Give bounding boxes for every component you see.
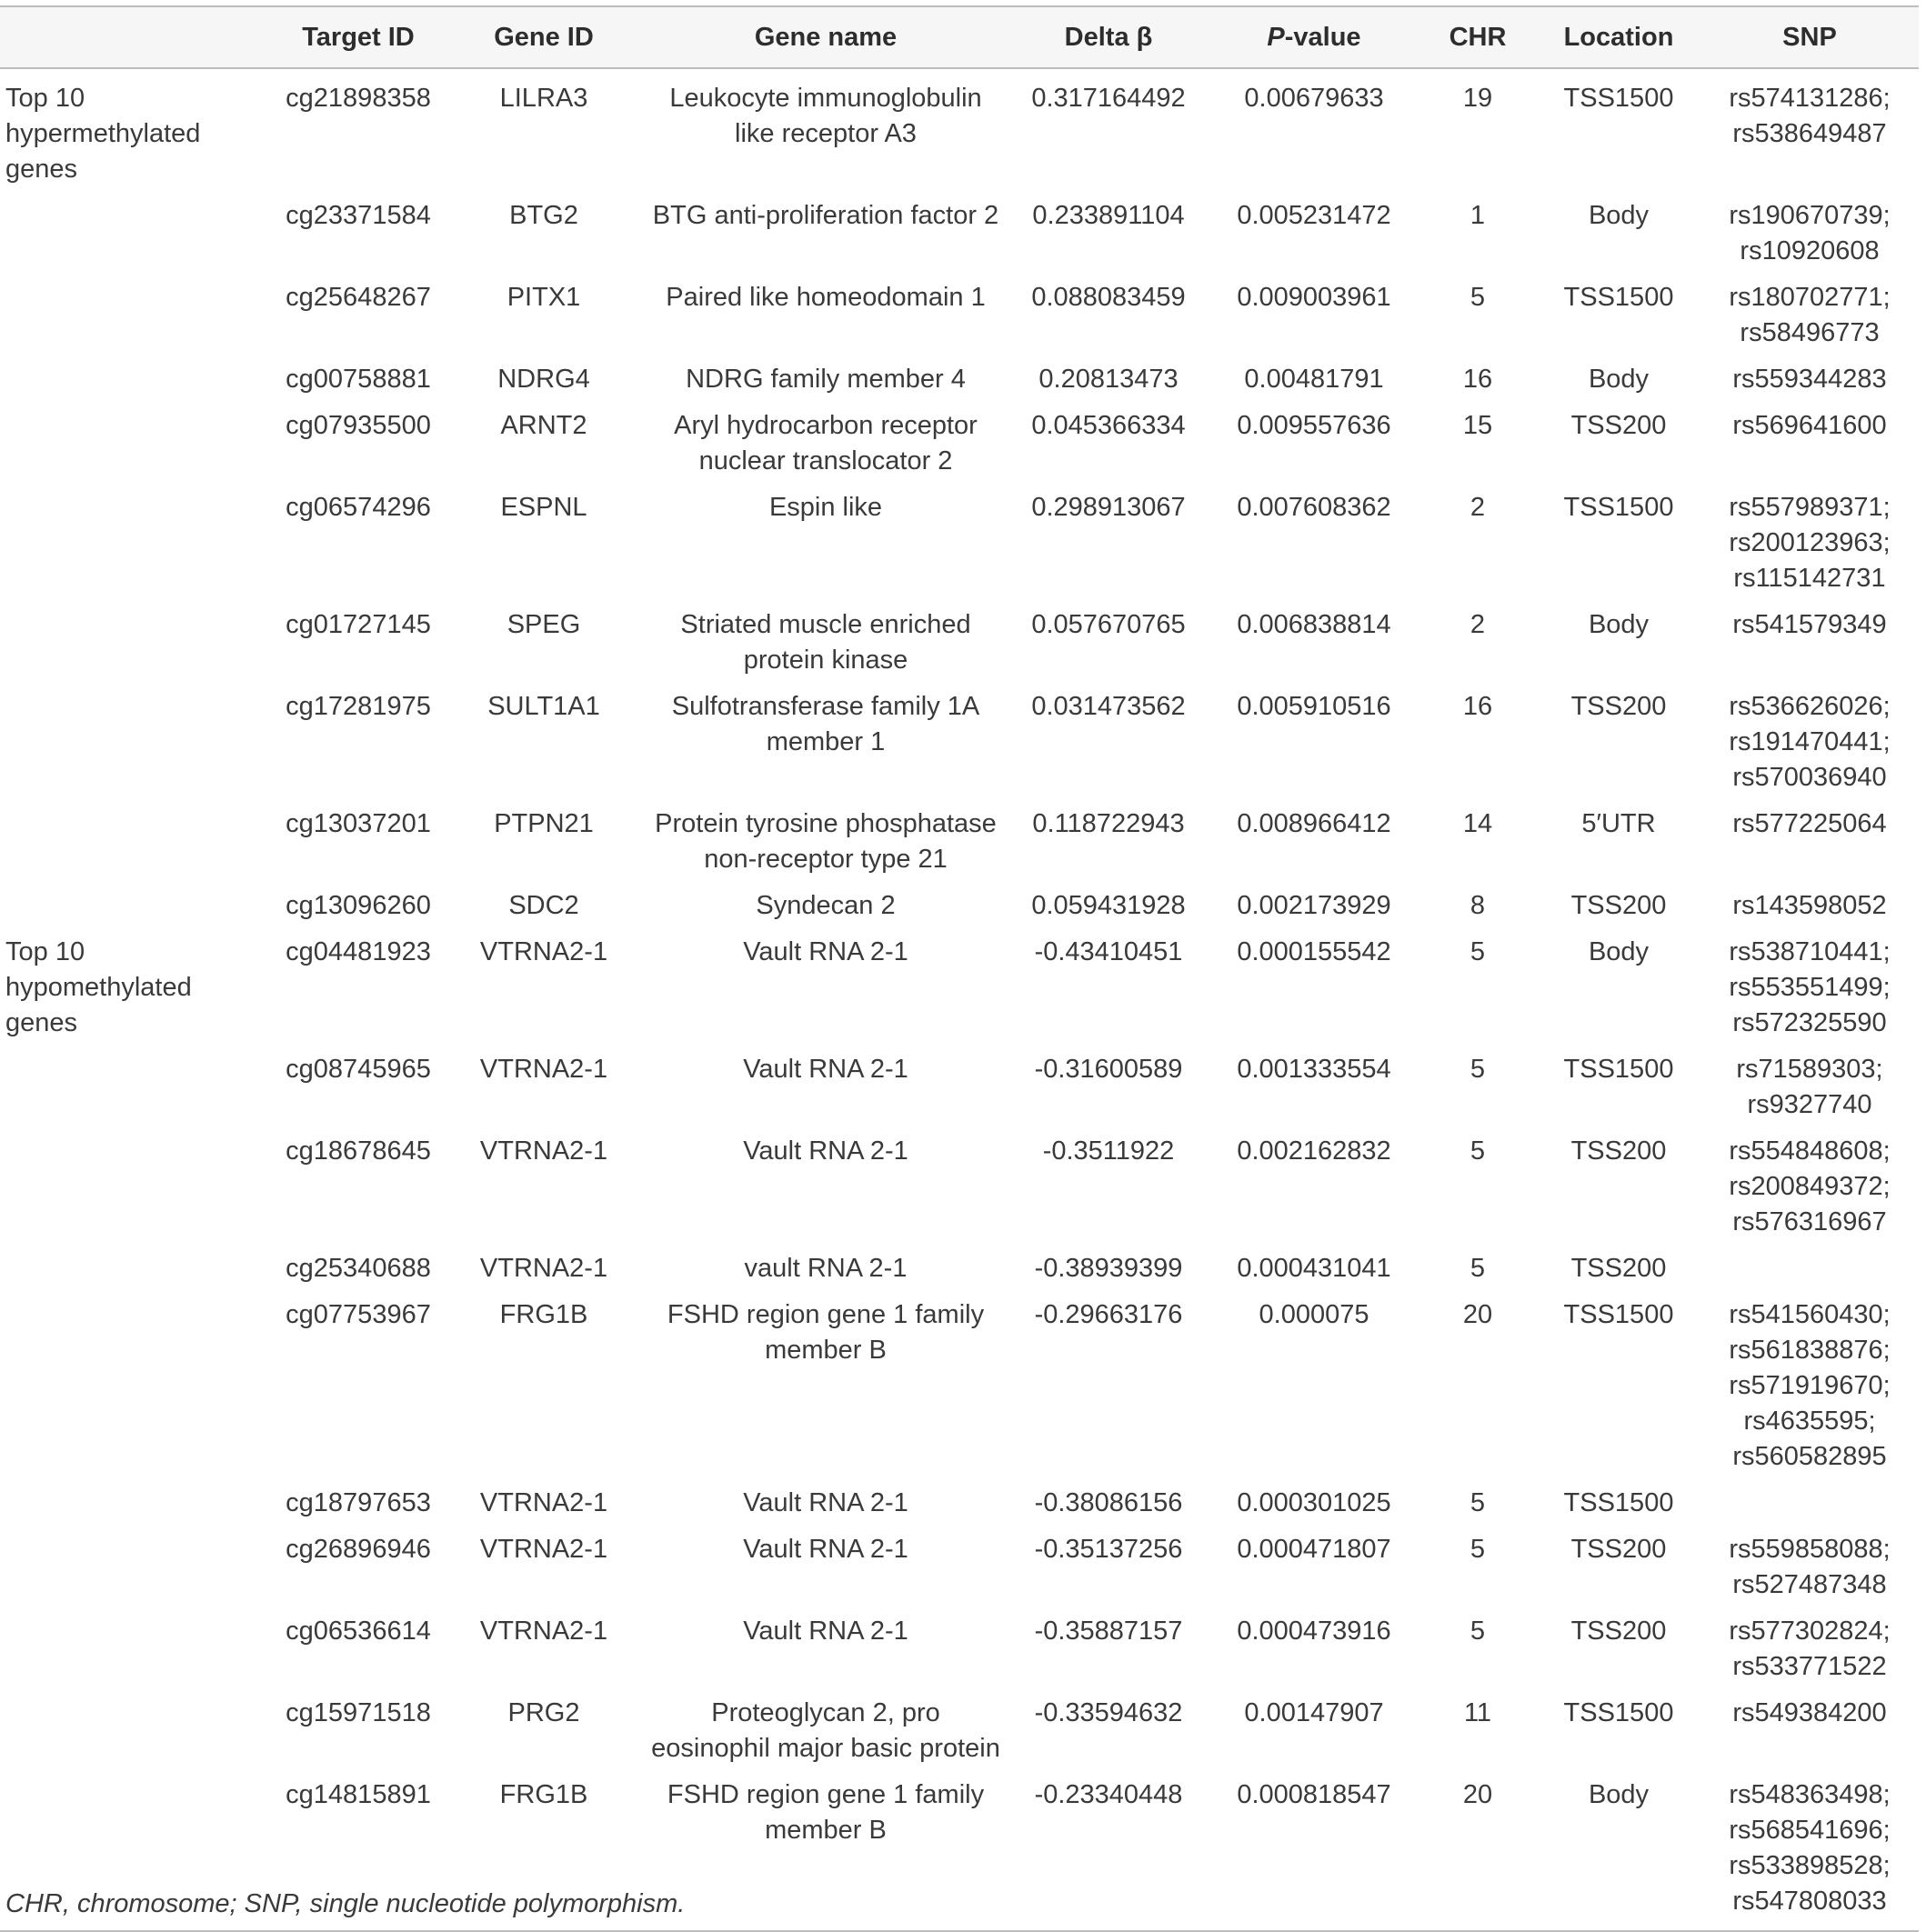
cell-target-id: cg18678645 — [286, 1136, 431, 1166]
cell-group — [0, 1480, 273, 1527]
cell-snp: rs143598052 — [1732, 891, 1887, 920]
cell-target-id: cg06574296 — [286, 493, 431, 522]
cell-delta-beta: 0.031473562 — [1031, 692, 1186, 721]
cell-gene-name: Striated muscle enriched protein kinase — [680, 610, 971, 675]
cell-gene-name: Espin like — [768, 493, 883, 522]
cell-target-id: cg01727145 — [286, 610, 431, 639]
cell-p-value: 0.002162832 — [1237, 1136, 1391, 1166]
header-p-value — [1209, 6, 1419, 68]
cell-gene-id: ESPNL — [500, 493, 587, 522]
header-gene-name: Gene name — [754, 22, 898, 52]
cell-gene-name: Vault RNA 2-1 — [743, 1488, 908, 1517]
cell-snp: rs541560430; rs561838876; rs571919670; rs4635595; rs560582895 — [1729, 1300, 1891, 1471]
cell-p-value: 0.00147907 — [1244, 1698, 1384, 1727]
table-row — [0, 929, 1919, 1046]
cell-gene-id: SULT1A1 — [487, 692, 600, 721]
cell-group — [0, 801, 273, 883]
cell-p-value: 0.000155542 — [1237, 937, 1391, 966]
cell-target-id: cg23371584 — [286, 201, 431, 230]
header-p-value-rest: -value — [1284, 22, 1361, 52]
cell-snp: rs541579349 — [1732, 610, 1887, 639]
cell-group — [0, 193, 273, 275]
cell-delta-beta: 0.317164492 — [1031, 84, 1186, 113]
cell-gene-name: Aryl hydrocarbon receptor nuclear translocator 2 — [674, 411, 978, 475]
cell-location: TSS1500 — [1563, 283, 1674, 312]
cell-location: TSS1500 — [1563, 1698, 1674, 1727]
cell-gene-id: FRG1B — [499, 1300, 588, 1329]
cell-p-value: 0.007608362 — [1237, 493, 1391, 522]
cell-location: TSS1500 — [1563, 84, 1674, 113]
cell-gene-id: PRG2 — [507, 1698, 580, 1727]
cell-target-id: cg18797653 — [286, 1488, 431, 1517]
table-row — [0, 684, 1919, 801]
cell-p-value: 0.005910516 — [1237, 692, 1391, 721]
cell-gene-id: VTRNA2-1 — [479, 1254, 608, 1283]
cell-target-id: cg25648267 — [286, 283, 431, 312]
table-row — [0, 1608, 1919, 1690]
cell-location: Body — [1588, 201, 1650, 230]
cell-p-value: 0.002173929 — [1237, 891, 1391, 920]
cell-delta-beta: -0.33594632 — [1034, 1698, 1183, 1727]
cell-snp: rs577225064 — [1732, 809, 1887, 838]
cell-snp: rs71589303; rs9327740 — [1736, 1055, 1883, 1119]
cell-delta-beta: -0.3511922 — [1042, 1136, 1175, 1166]
cell-snp: rs574131286; rs538649487 — [1729, 84, 1891, 148]
cell-delta-beta: -0.29663176 — [1034, 1300, 1183, 1329]
cell-chr: 5 — [1470, 1136, 1486, 1166]
cell-gene-name: Vault RNA 2-1 — [743, 1136, 908, 1166]
cell-chr: 1 — [1470, 201, 1486, 230]
table-body — [0, 68, 1919, 1931]
table-row — [0, 883, 1919, 929]
cell-location: TSS1500 — [1563, 1300, 1674, 1329]
cell-target-id: cg15971518 — [286, 1698, 431, 1727]
cell-delta-beta: 0.059431928 — [1031, 891, 1186, 920]
cell-p-value: 0.009557636 — [1237, 411, 1391, 440]
cell-gene-id: VTRNA2-1 — [479, 1617, 608, 1646]
cell-group — [0, 602, 273, 684]
cell-location: TSS200 — [1570, 1136, 1667, 1166]
cell-chr: 20 — [1462, 1780, 1493, 1809]
cell-p-value: 0.000301025 — [1237, 1488, 1391, 1517]
cell-p-value: 0.008966412 — [1237, 809, 1391, 838]
cell-snp — [1700, 1246, 1919, 1292]
cell-chr: 16 — [1462, 692, 1493, 721]
cell-p-value: 0.000818547 — [1237, 1780, 1391, 1809]
header-location: Location — [1563, 22, 1674, 52]
cell-chr: 5 — [1470, 937, 1486, 966]
header-snp: SNP — [1782, 22, 1837, 52]
cell-location: 5′UTR — [1581, 809, 1656, 838]
cell-target-id: cg08745965 — [286, 1055, 431, 1084]
cell-target-id: cg25340688 — [286, 1254, 431, 1283]
cell-p-value: 0.00481791 — [1244, 365, 1384, 394]
cell-p-value: 0.000471807 — [1237, 1535, 1391, 1564]
cell-gene-name: Vault RNA 2-1 — [743, 1535, 908, 1564]
cell-group — [0, 1246, 273, 1292]
cell-gene-id: SPEG — [507, 610, 581, 639]
cell-chr: 5 — [1470, 283, 1486, 312]
cell-location: TSS200 — [1570, 1535, 1667, 1564]
cell-snp: rs569641600 — [1732, 411, 1887, 440]
cell-p-value: 0.001333554 — [1237, 1055, 1391, 1084]
cell-group — [0, 275, 273, 356]
cell-gene-name: Vault RNA 2-1 — [743, 1617, 908, 1646]
cell-gene-id: VTRNA2-1 — [479, 1488, 608, 1517]
cell-delta-beta: 0.088083459 — [1031, 283, 1186, 312]
cell-gene-id: VTRNA2-1 — [479, 1136, 608, 1166]
cell-delta-beta: 0.118722943 — [1032, 809, 1185, 838]
cell-location: TSS200 — [1570, 692, 1667, 721]
table-row — [0, 485, 1919, 602]
table-row — [0, 1480, 1919, 1527]
cell-group — [0, 883, 273, 929]
cell-gene-name: Paired like homeodomain 1 — [666, 283, 986, 312]
cell-location: Body — [1588, 937, 1650, 966]
cell-chr: 5 — [1470, 1535, 1486, 1564]
cell-snp: rs559858088; rs527487348 — [1729, 1535, 1891, 1599]
table-footnote: CHR, chromosome; SNP, single nucleotide polymorphism. — [5, 1889, 686, 1918]
cell-snp: rs538710441; rs553551499; rs572325590 — [1729, 937, 1891, 1037]
table-row — [0, 68, 1919, 193]
cell-snp: rs549384200 — [1732, 1698, 1887, 1727]
table-row — [0, 275, 1919, 356]
cell-gene-name: Sulfotransferase family 1A member 1 — [671, 692, 980, 756]
cell-p-value: 0.000075 — [1259, 1300, 1369, 1329]
header-target-id: Target ID — [302, 22, 415, 52]
cell-snp: rs559344283 — [1732, 365, 1887, 394]
cell-target-id: cg21898358 — [286, 84, 431, 113]
cell-snp: rs536626026; rs191470441; rs570036940 — [1729, 692, 1891, 792]
cell-snp: rs557989371; rs200123963; rs115142731 — [1729, 493, 1891, 593]
cell-gene-name: Protein tyrosine phosphatase non-receptor type 21 — [655, 809, 997, 874]
cell-location: TSS200 — [1570, 411, 1667, 440]
cell-snp — [1700, 1480, 1919, 1527]
cell-delta-beta: 0.233891104 — [1032, 201, 1185, 230]
cell-p-value: 0.000473916 — [1237, 1617, 1391, 1646]
header-gene-id: Gene ID — [494, 22, 594, 52]
cell-group — [0, 1128, 273, 1246]
cell-group: Top 10 hypermethylated genes — [5, 84, 201, 184]
table-row — [0, 801, 1919, 883]
table-row — [0, 1046, 1919, 1128]
table-row — [0, 1527, 1919, 1608]
cell-snp: rs190670739; rs10920608 — [1729, 201, 1891, 265]
cell-p-value: 0.009003961 — [1237, 283, 1391, 312]
cell-target-id: cg26896946 — [286, 1535, 431, 1564]
cell-delta-beta: 0.057670765 — [1031, 610, 1186, 639]
cell-gene-name: NDRG family member 4 — [686, 365, 966, 394]
cell-snp: rs548363498; rs568541696; rs533898528; rs547808033 — [1729, 1780, 1891, 1916]
cell-target-id: cg13037201 — [286, 809, 431, 838]
cell-chr: 8 — [1470, 891, 1486, 920]
cell-gene-id: ARNT2 — [500, 411, 587, 440]
cell-group — [0, 684, 273, 801]
cell-chr: 5 — [1470, 1055, 1486, 1084]
cell-chr: 5 — [1470, 1254, 1486, 1283]
cell-chr: 2 — [1470, 610, 1486, 639]
cell-location: Body — [1588, 365, 1650, 394]
header-chr: CHR — [1449, 22, 1507, 52]
cell-delta-beta: 0.20813473 — [1038, 365, 1179, 394]
methylation-table — [0, 5, 1919, 1932]
cell-location: Body — [1588, 1780, 1650, 1809]
table-row — [0, 1128, 1919, 1246]
table-row — [0, 602, 1919, 684]
cell-gene-id: VTRNA2-1 — [479, 1535, 608, 1564]
cell-p-value: 0.00679633 — [1244, 84, 1384, 113]
header-group — [0, 6, 273, 68]
cell-delta-beta: -0.38939399 — [1034, 1254, 1183, 1283]
cell-location: TSS1500 — [1563, 1055, 1674, 1084]
table-row — [0, 356, 1919, 403]
cell-gene-name: vault RNA 2-1 — [744, 1254, 908, 1283]
cell-target-id: cg07935500 — [286, 411, 431, 440]
cell-delta-beta: 0.298913067 — [1031, 493, 1186, 522]
cell-gene-name: Leukocyte immunoglobulin like receptor A3 — [669, 84, 982, 148]
cell-target-id: cg04481923 — [286, 937, 431, 966]
cell-snp: rs180702771; rs58496773 — [1729, 283, 1891, 347]
cell-p-value: 0.006838814 — [1237, 610, 1391, 639]
table-header-row — [0, 6, 1919, 68]
data-table-container — [0, 5, 1919, 1932]
cell-chr: 14 — [1462, 809, 1493, 838]
cell-location: Body — [1588, 610, 1650, 639]
cell-chr: 5 — [1470, 1617, 1486, 1646]
cell-chr: 5 — [1470, 1488, 1486, 1517]
cell-gene-name: Proteoglycan 2, pro eosinophil major basic protein — [651, 1698, 1000, 1763]
cell-chr: 16 — [1462, 365, 1493, 394]
cell-delta-beta: -0.38086156 — [1034, 1488, 1183, 1517]
cell-chr: 2 — [1470, 493, 1486, 522]
cell-gene-name: BTG anti-proliferation factor 2 — [652, 201, 999, 230]
cell-delta-beta: -0.35137256 — [1034, 1535, 1183, 1564]
cell-gene-id: VTRNA2-1 — [479, 1055, 608, 1084]
cell-group — [0, 1527, 273, 1608]
cell-delta-beta: -0.43410451 — [1034, 937, 1183, 966]
header-p-value-italic: P — [1267, 22, 1285, 52]
cell-gene-id: SDC2 — [508, 891, 579, 920]
table-row — [0, 403, 1919, 485]
cell-gene-id: PTPN21 — [494, 809, 594, 838]
cell-chr: 19 — [1462, 84, 1493, 113]
cell-group — [0, 1690, 273, 1772]
cell-target-id: cg07753967 — [286, 1300, 431, 1329]
table-row — [0, 193, 1919, 275]
cell-gene-id: BTG2 — [509, 201, 578, 230]
cell-group — [0, 403, 273, 485]
cell-gene-id: FRG1B — [499, 1780, 588, 1809]
cell-chr: 15 — [1462, 411, 1493, 440]
cell-delta-beta: -0.23340448 — [1034, 1780, 1183, 1809]
cell-location: TSS1500 — [1563, 1488, 1674, 1517]
cell-chr: 11 — [1463, 1698, 1492, 1727]
cell-p-value: 0.005231472 — [1237, 201, 1391, 230]
cell-snp: rs577302824; rs533771522 — [1729, 1617, 1891, 1681]
cell-gene-id: VTRNA2-1 — [479, 937, 608, 966]
cell-group — [0, 1292, 273, 1480]
cell-group — [0, 1046, 273, 1128]
cell-target-id: cg00758881 — [286, 365, 431, 394]
cell-gene-id: PITX1 — [507, 283, 581, 312]
cell-p-value: 0.000431041 — [1237, 1254, 1391, 1283]
cell-gene-name: Vault RNA 2-1 — [743, 937, 908, 966]
cell-group — [0, 1608, 273, 1690]
cell-target-id: cg13096260 — [286, 891, 431, 920]
cell-gene-id: NDRG4 — [497, 365, 590, 394]
table-row — [0, 1246, 1919, 1292]
header-delta-beta: Delta β — [1064, 22, 1153, 52]
table-row — [0, 1292, 1919, 1480]
cell-target-id: cg17281975 — [286, 692, 431, 721]
cell-group — [0, 485, 273, 602]
cell-location: TSS1500 — [1563, 493, 1674, 522]
cell-gene-name: Vault RNA 2-1 — [743, 1055, 908, 1084]
cell-chr: 20 — [1462, 1300, 1493, 1329]
table-row — [0, 1690, 1919, 1772]
cell-delta-beta: -0.31600589 — [1034, 1055, 1183, 1084]
cell-gene-name: FSHD region gene 1 family member B — [667, 1780, 985, 1845]
cell-target-id: cg14815891 — [286, 1780, 431, 1809]
cell-delta-beta: -0.35887157 — [1034, 1617, 1183, 1646]
cell-location: TSS200 — [1570, 1254, 1667, 1283]
cell-gene-name: FSHD region gene 1 family member B — [667, 1300, 985, 1365]
cell-group: Top 10 hypomethylated genes — [5, 937, 192, 1037]
cell-delta-beta: 0.045366334 — [1031, 411, 1186, 440]
cell-location: TSS200 — [1570, 891, 1667, 920]
cell-gene-name: Syndecan 2 — [756, 891, 896, 920]
cell-location: TSS200 — [1570, 1617, 1667, 1646]
cell-snp: rs554848608; rs200849372; rs576316967 — [1729, 1136, 1891, 1236]
cell-target-id: cg06536614 — [286, 1617, 431, 1646]
cell-gene-id: LILRA3 — [499, 84, 588, 113]
cell-group — [0, 356, 273, 403]
